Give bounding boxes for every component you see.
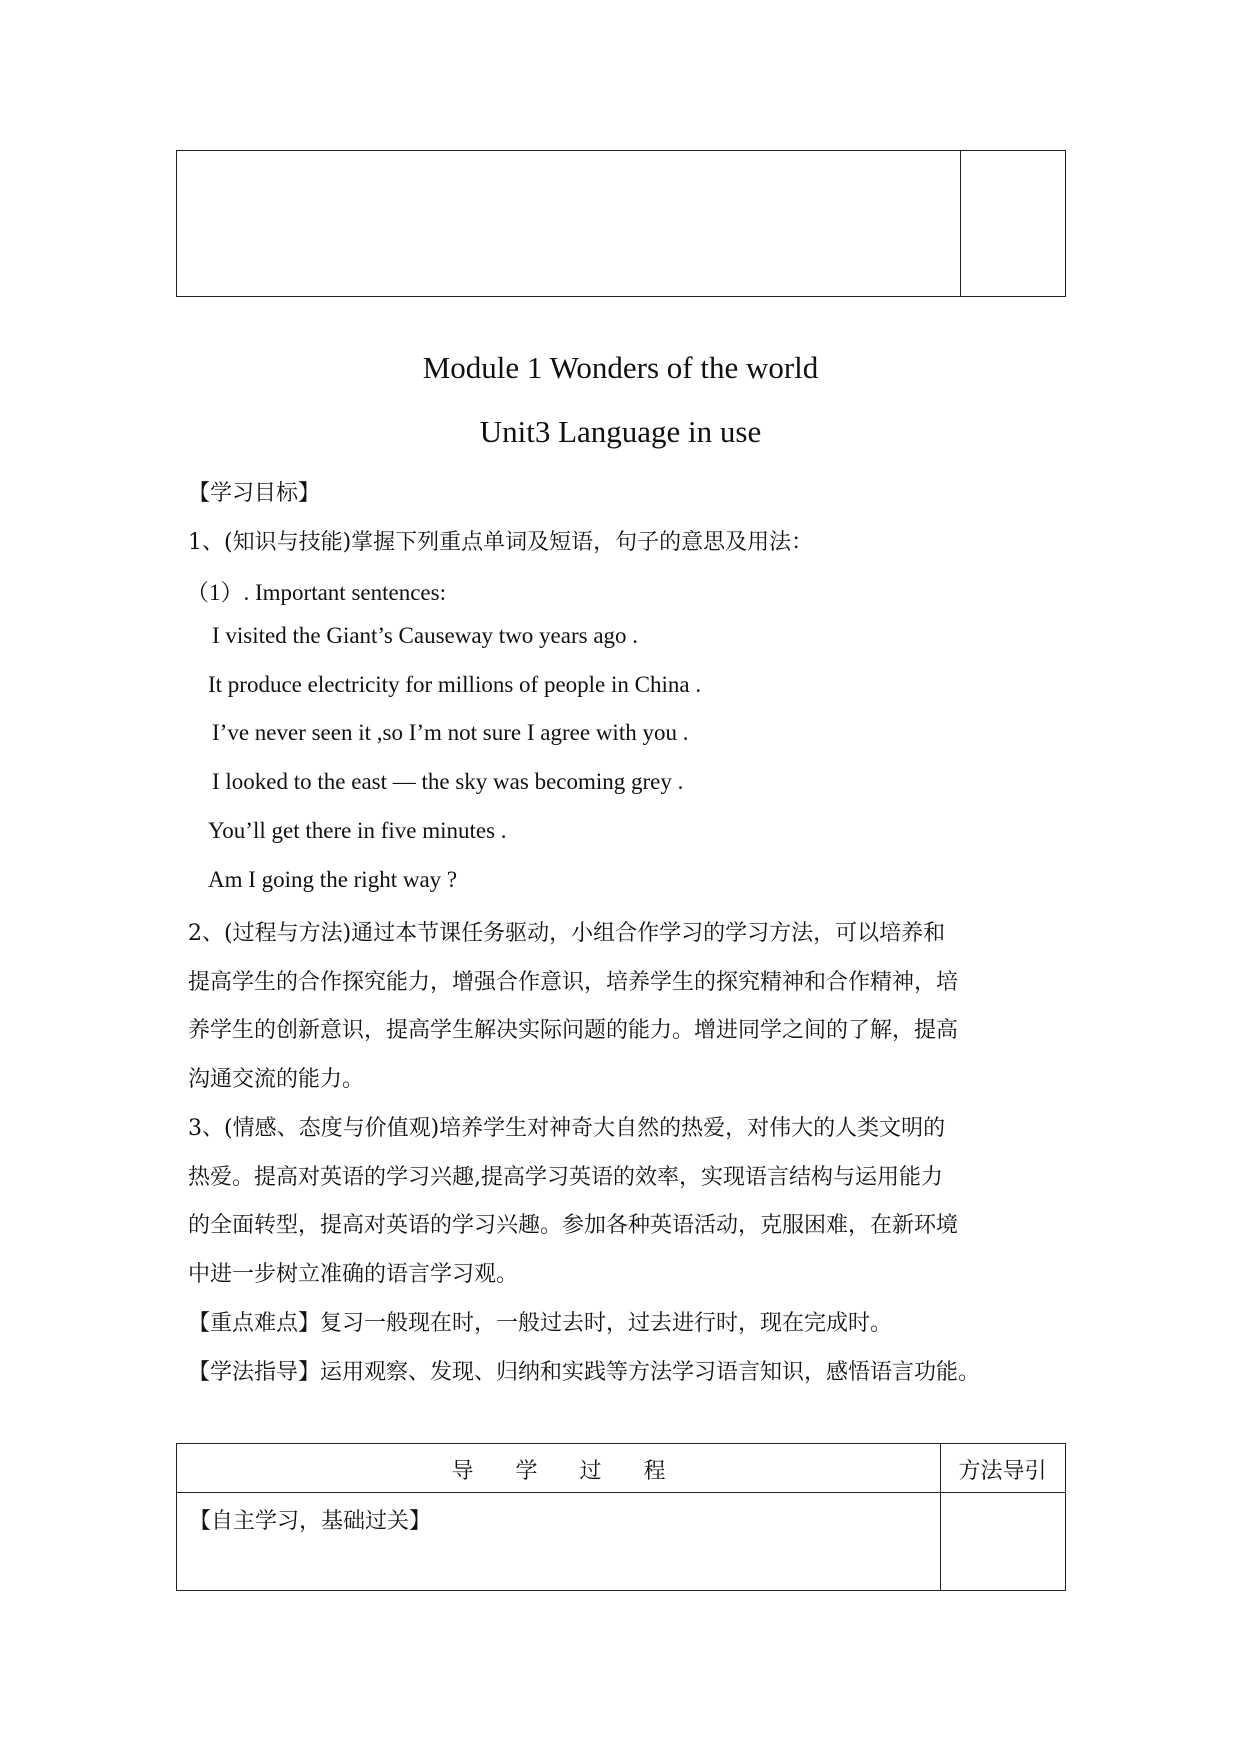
sentence: You’ll get there in five minutes . <box>208 818 507 843</box>
objective-2-line: 养学生的创新意识，提高学生解决实际问题的能力。增进同学之间的了解，提高 <box>188 1018 959 1043</box>
objective-2-line: 2、(过程与方法)通过本节课任务驱动，小组合作学习的学习方法，可以培养和 <box>188 921 946 946</box>
objective-3-line: 的全面转型，提高对英语的学习兴趣。参加各种英语活动，克服困难，在新环境 <box>188 1213 959 1238</box>
objective-3-line: 中进一步树立准确的语言学习观。 <box>188 1262 519 1287</box>
table-header-process: 导学过程 <box>451 1459 708 1484</box>
study-method: 【学法指导】运用观察、发现、归纳和实践等方法学习语言知识，感悟语言功能。 <box>188 1360 981 1385</box>
objectives-heading: 【学习目标】 <box>188 481 321 506</box>
objective-3-line: 3、(情感、态度与价值观)培养学生对神奇大自然的热爱，对伟大的人类文明的 <box>188 1116 946 1141</box>
sentence: Am I going the right way ? <box>208 867 458 892</box>
header-box-divider <box>960 151 961 296</box>
sentence: I’ve never seen it ,so I’m not sure I agree with you . <box>212 720 689 745</box>
objective-2-line: 提高学生的合作探究能力，增强合作意识，培养学生的探究精神和合作精神，培 <box>188 970 959 995</box>
objective-3-line: 热爱。提高对英语的学习兴趣,提高学习英语的效率，实现语言结构与运用能力 <box>188 1165 943 1190</box>
sentence: I looked to the east — the sky was becoming grey . <box>212 769 684 794</box>
header-box <box>176 150 1066 297</box>
table-cell-self-study: 【自主学习，基础过关】 <box>189 1509 432 1534</box>
table-row-divider <box>177 1492 1065 1493</box>
objective-2-line: 沟通交流的能力。 <box>188 1067 365 1092</box>
key-points: 【重点难点】复习一般现在时，一般过去时，过去进行时，现在完成时。 <box>188 1311 893 1336</box>
sentence: I visited the Giant’s Causeway two years ago . <box>212 623 639 648</box>
page-title: Module 1 Wonders of the world <box>422 350 819 385</box>
table-header-method: 方法导引 <box>958 1459 1047 1484</box>
sentences-heading: （1）. Important sentences: <box>186 580 446 605</box>
sentence: It produce electricity for millions of people in China . <box>208 672 702 697</box>
page-subtitle: Unit3 Language in use <box>479 414 762 449</box>
objective-1: 1、(知识与技能)掌握下列重点单词及短语，句子的意思及用法： <box>188 530 814 555</box>
guide-table <box>176 1443 1066 1591</box>
